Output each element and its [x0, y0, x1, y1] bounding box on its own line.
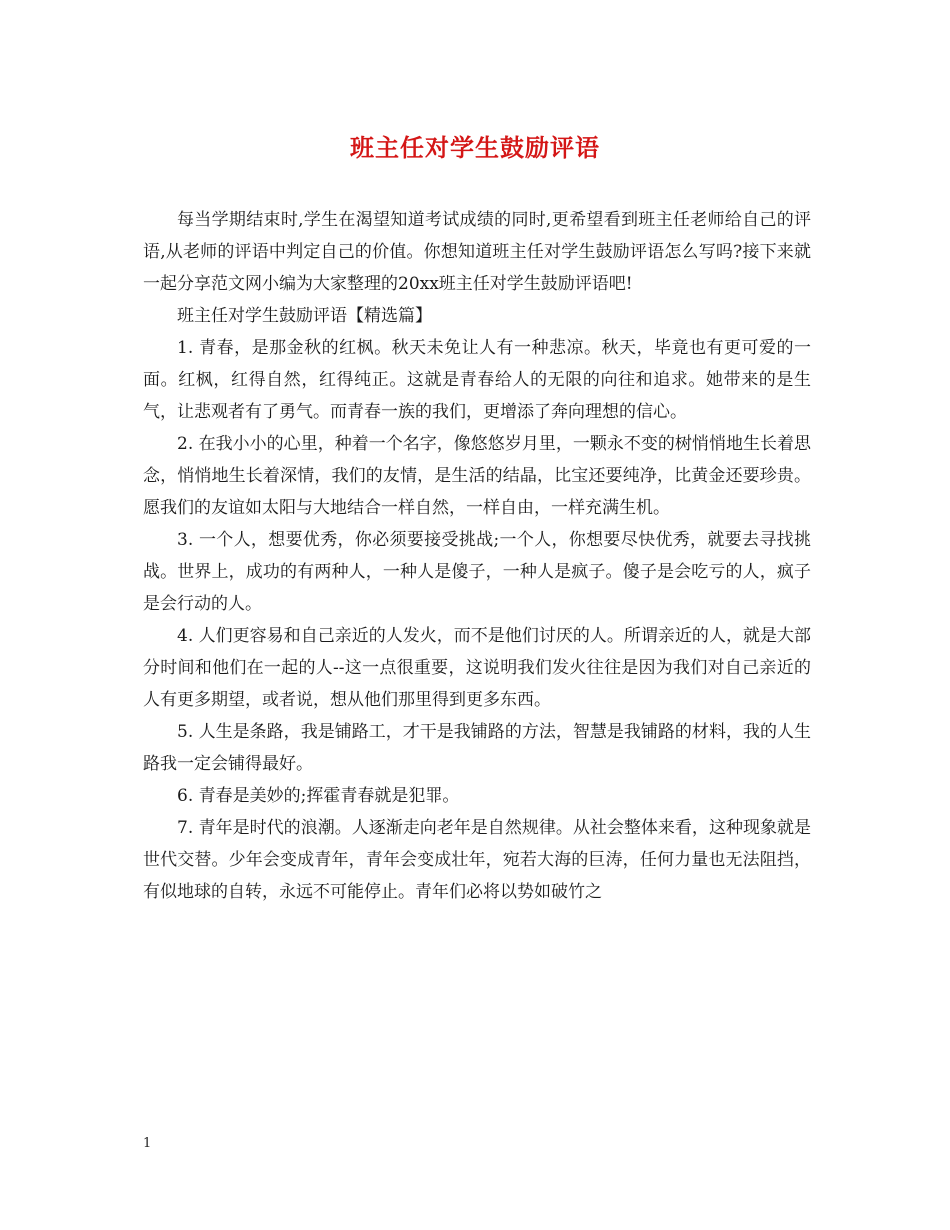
- comment-paragraph-1: 1. 青春，是那金秋的红枫。秋天未免让人有一种悲凉。秋天，毕竟也有更可爱的一面。红枫，红得自然，红得纯正。这就是青春给人的无限的向往和追求。她带来的是生气，让悲观者有了勇气。而青春一族的我们，更增添了奔向理想的信心。: [143, 338, 811, 422]
- page-number: 1: [143, 1136, 152, 1151]
- comment-paragraph-6: 6. 青春是美妙的;挥霍青春就是犯罪。: [177, 786, 460, 806]
- intro-paragraph: 每当学期结束时,学生在渴望知道考试成绩的同时,更希望看到班主任老师给自己的评语,从老师的评语中判定自己的价值。你想知道班主任对学生鼓励评语怎么写吗?接下来就一起分享范文网小编为大家整理的20xx班主任对学生鼓励评语吧!: [143, 210, 811, 294]
- comment-paragraph-4: 4. 人们更容易和自己亲近的人发火，而不是他们讨厌的人。所谓亲近的人，就是大部分时间和他们在一起的人--这一点很重要，这说明我们发火往往是因为我们对自己亲近的人有更多期望，或者说，想从他们那里得到更多东西。: [143, 626, 811, 710]
- document-body: [143, 204, 811, 908]
- comment-paragraph-5: 5. 人生是条路，我是铺路工，才干是我铺路的方法，智慧是我铺路的材料，我的人生路我一定会铺得最好。: [143, 722, 811, 774]
- comment-paragraph-3: 3. 一个人，想要优秀，你必须要接受挑战;一个人，你想要尽快优秀，就要去寻找挑战。世界上，成功的有两种人，一种人是傻子，一种人是疯子。傻子是会吃亏的人，疯子是会行动的人。: [143, 530, 811, 614]
- comment-paragraph-2: 2. 在我小小的心里，种着一个名字，像悠悠岁月里，一颗永不变的树悄悄地生长着思念，悄悄地生长着深情，我们的友情，是生活的结晶，比宝还要纯净，比黄金还要珍贵。愿我们的友谊如太阳与大地结合一样自然，一样自由，一样充满生机。: [143, 434, 811, 518]
- comment-paragraph-7: 7. 青年是时代的浪潮。人逐渐走向老年是自然规律。从社会整体来看，这种现象就是世代交替。少年会变成青年，青年会变成壮年，宛若大海的巨涛，任何力量也无法阻挡，有似地球的自转，永远不可能停止。青年们必将以势如破竹之: [143, 818, 811, 902]
- document-title: 班主任对学生鼓励评语: [350, 133, 600, 162]
- section-heading: 班主任对学生鼓励评语【精选篇】: [177, 306, 432, 326]
